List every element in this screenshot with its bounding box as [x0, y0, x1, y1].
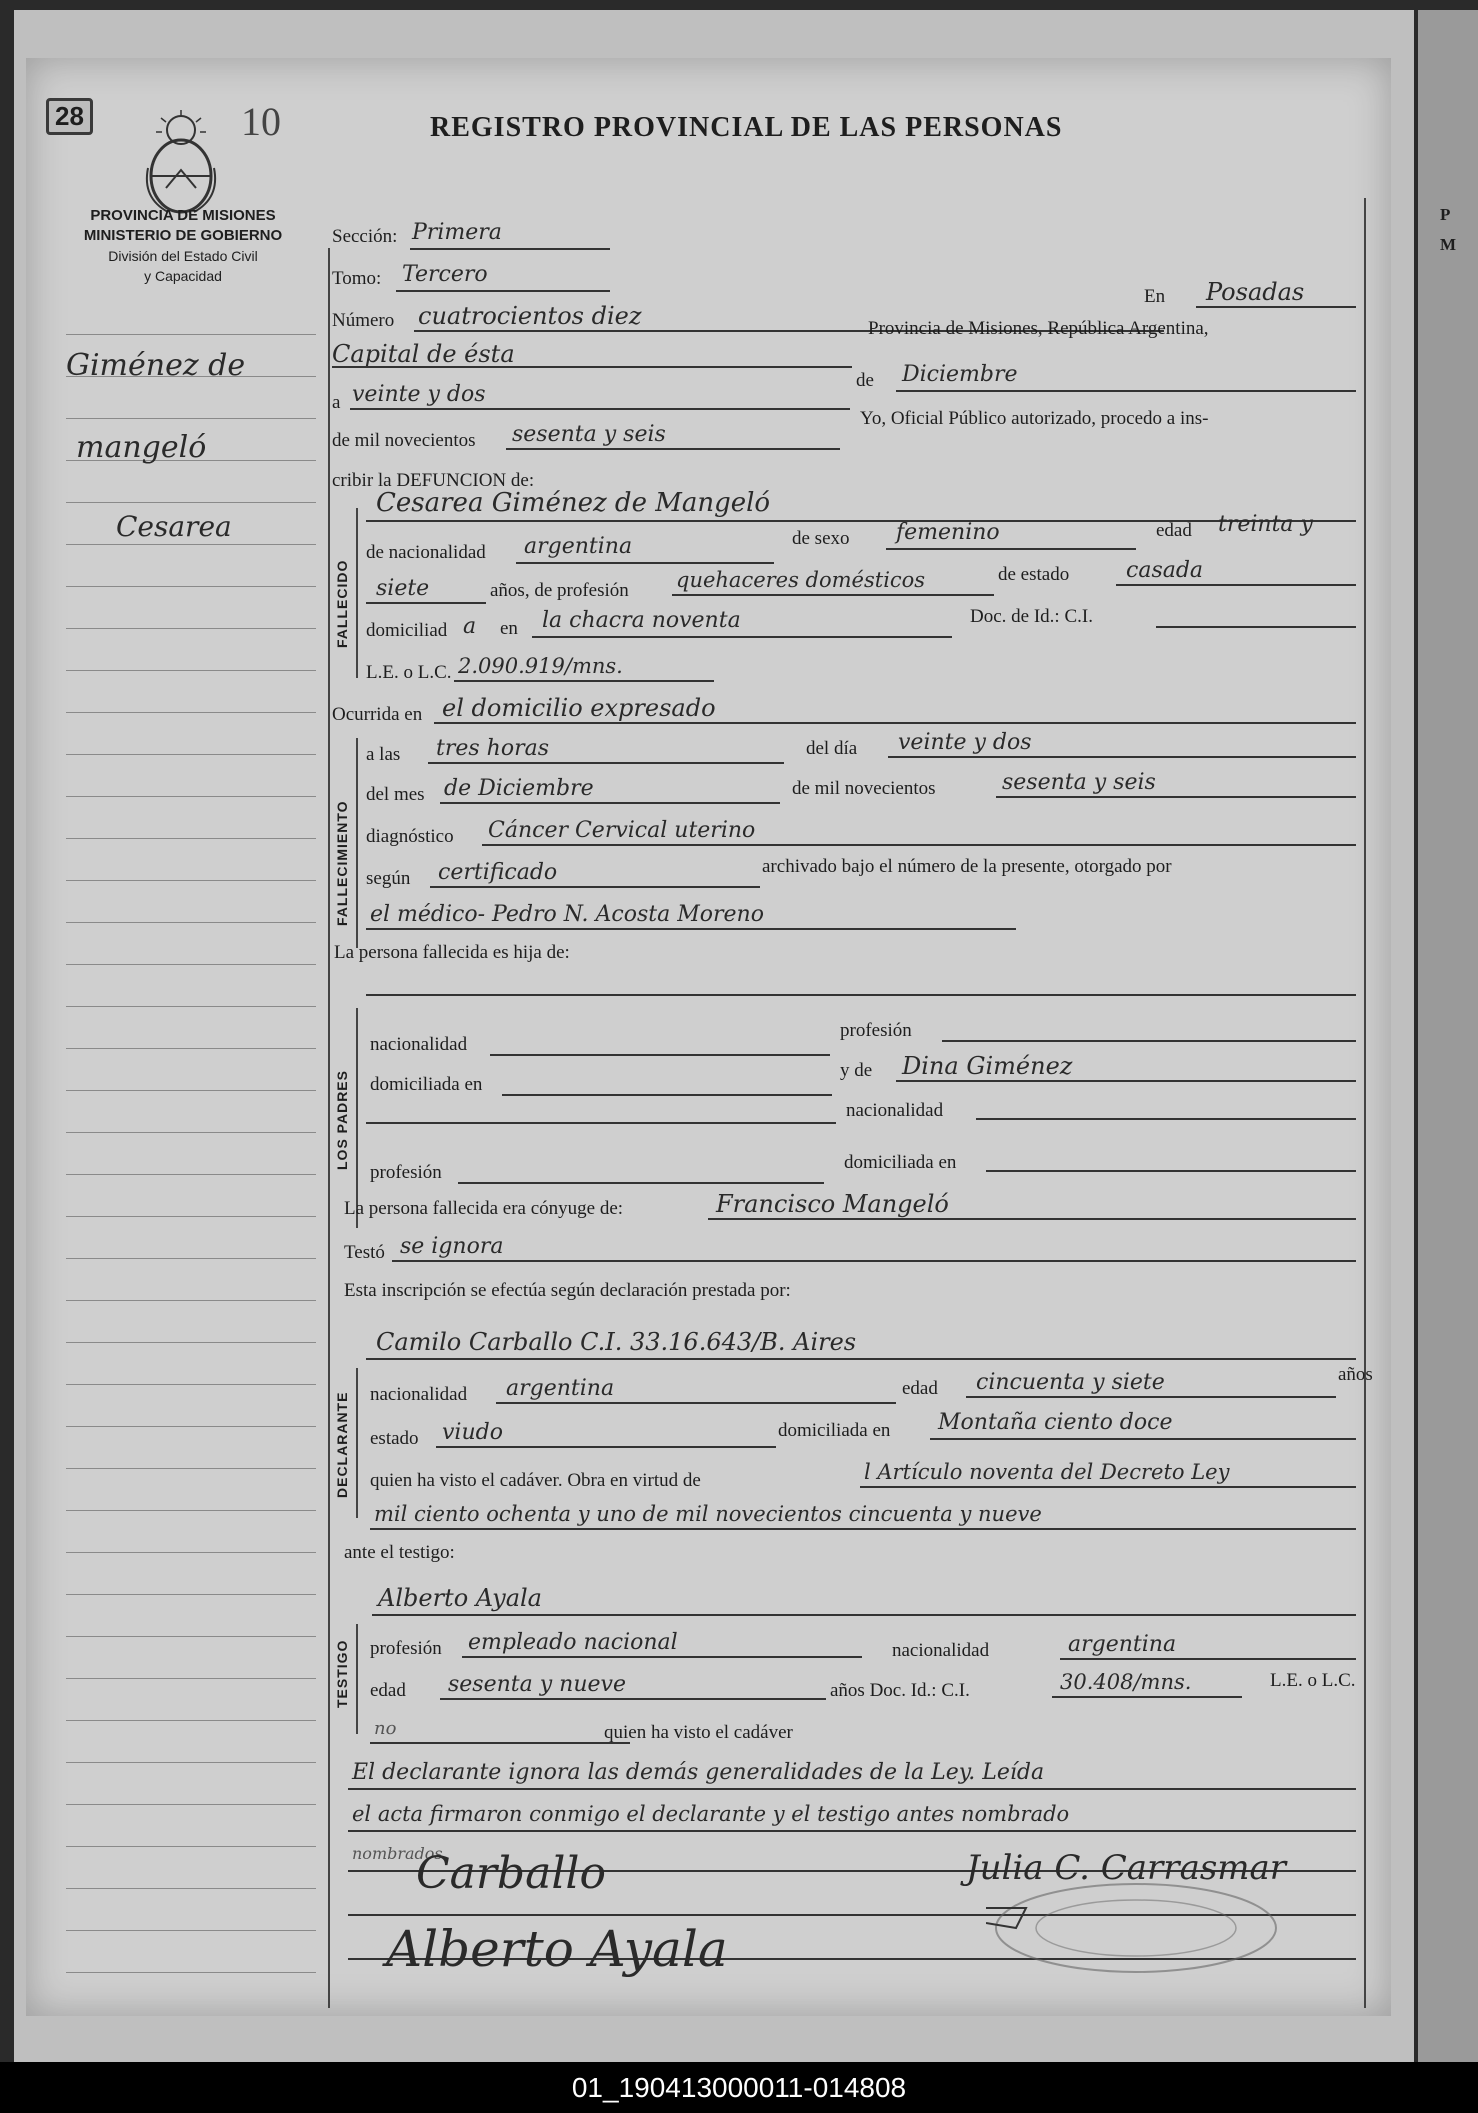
obra-value-1: l Artículo noventa del Decreto Ley	[864, 1460, 1230, 1484]
domiciliado-label: domiciliad	[366, 620, 448, 641]
margin-rule-line	[66, 1888, 316, 1889]
margin-rule-line	[66, 712, 316, 713]
testigo-nacionalidad-value: argentina	[1068, 1632, 1177, 1657]
margin-rule-line	[66, 1846, 316, 1847]
conyuge-label: La persona fallecida era cónyuge de:	[344, 1198, 624, 1219]
signature-testigo: Alberto Ayala	[386, 1920, 728, 1978]
en-label: En	[1144, 286, 1166, 307]
doc-id-label: Doc. de Id.: C.I.	[970, 606, 1093, 627]
tomo-value: Tercero	[402, 262, 488, 287]
margin-rule-line	[66, 838, 316, 839]
testigo-nacionalidad-label: nacionalidad	[892, 1640, 990, 1661]
madre-nacionalidad-label: nacionalidad	[846, 1100, 944, 1121]
ocurrida-label: Ocurrida en	[332, 704, 423, 725]
le-label: L.E. o L.C.	[366, 662, 452, 683]
org-ministry: MINISTERIO DE GOBIERNO	[83, 227, 283, 244]
fallecimiento-section-label: FALLECIMIENTO	[334, 800, 350, 926]
margin-rule-line	[66, 754, 316, 755]
margin-rule-line	[66, 502, 316, 503]
seccion-value: Primera	[412, 220, 502, 245]
margin-name-line2: mangeló	[76, 430, 207, 465]
margin-name-line1: Giménez de	[66, 348, 246, 383]
margin-rule-line	[66, 1090, 316, 1091]
padre-nacionalidad-label: nacionalidad	[370, 1034, 468, 1055]
adjacent-page-text: P M	[1440, 205, 1457, 254]
testigo-visto-label: quien ha visto el cadáver	[604, 1722, 793, 1743]
declarante-nombre: Camilo Carballo C.I. 33.16.643/B. Aires	[376, 1328, 857, 1356]
yde-label: y de	[840, 1060, 873, 1081]
org-capacity: y Capacidad	[144, 268, 222, 284]
segun-value: certificado	[438, 860, 558, 885]
domicilio-value: la chacra noventa	[542, 608, 741, 633]
fallecimiento-mes-value: de Diciembre	[444, 776, 594, 801]
fallecido-nacionalidad-value: argentina	[524, 534, 633, 559]
archivado-label: archivado bajo el número de la presente, otorgado por	[762, 856, 1172, 877]
mes-value: Diciembre	[902, 362, 1018, 387]
ante-testigo-label: ante el testigo:	[344, 1542, 455, 1563]
testo-label: Testó	[344, 1242, 385, 1263]
padre-domiciliada-label: domiciliada en	[370, 1074, 483, 1095]
testigo-profesion-value: empleado nacional	[468, 1630, 678, 1655]
margin-rule-line	[66, 1594, 316, 1595]
org-province: PROVINCIA DE MISIONES	[90, 207, 276, 224]
testigo-anios-doc-label: años Doc. Id.: C.I.	[830, 1680, 970, 1701]
margin-rule-line	[66, 544, 316, 545]
provincia-label: Provincia de Misiones, República Argentina,	[868, 318, 1209, 339]
org-division: División del Estado Civil	[108, 248, 258, 264]
nota-line-3: nombrados	[352, 1844, 443, 1863]
margin-rule-line	[66, 586, 316, 587]
testigo-profesion-label: profesión	[370, 1638, 442, 1659]
coat-of-arms-icon	[138, 108, 224, 218]
margin-rule-line	[66, 1468, 316, 1469]
a-label: a	[332, 392, 341, 413]
margin-rule-line	[66, 922, 316, 923]
margin-rule-line	[66, 1720, 316, 1721]
declarante-edad-label: edad	[902, 1378, 938, 1399]
diagnostico-value: Cáncer Cervical uterino	[488, 818, 756, 843]
de-label: de	[856, 370, 874, 391]
page-number: 10	[241, 99, 281, 144]
testigo-nombre: Alberto Ayala	[378, 1584, 542, 1612]
declarante-section-label: DECLARANTE	[334, 1391, 350, 1498]
mil-label: de mil novecientos	[332, 430, 476, 451]
margin-name-line3: Cesarea	[116, 510, 232, 543]
nota-line-1: El declarante ignora las demás generalidades de la Ley. Leída	[352, 1760, 1045, 1785]
capital-value: Capital de ésta	[332, 340, 515, 368]
declarante-domiciliada-label: domiciliada en	[778, 1420, 891, 1441]
signature-oficial: Julia C. Carrasmar	[966, 1848, 1287, 1888]
folio-stamp: 28	[46, 98, 93, 135]
margin-rule-line	[66, 1510, 316, 1511]
padres-section-label: LOS PADRES	[334, 1070, 350, 1170]
margin-rule-line	[66, 670, 316, 671]
diagnostico-label: diagnóstico	[366, 826, 454, 847]
fallecido-profesion-value: quehaceres domésticos	[676, 568, 926, 592]
official-seal-icon	[986, 1868, 1286, 1978]
death-certificate-sheet	[26, 58, 1391, 2016]
sexo-label: de sexo	[792, 528, 850, 549]
file-code-footer: 01_190413000011-014808	[0, 2062, 1478, 2113]
signature-declarante: Carballo	[416, 1848, 606, 1899]
tomo-label: Tomo:	[332, 268, 382, 289]
margin-rule-line	[66, 1972, 316, 1973]
estado-label: de estado	[998, 564, 1070, 585]
testigo-edad-value: sesenta y nueve	[448, 1672, 626, 1697]
margin-rule-line	[66, 1342, 316, 1343]
edad-label: edad	[1156, 520, 1192, 541]
margin-rule-line	[66, 1762, 316, 1763]
le-value: 2.090.919/mns.	[458, 654, 623, 678]
deldia-label: del día	[806, 738, 858, 759]
fallecimiento-mil-label: de mil novecientos	[792, 778, 936, 799]
margin-rule-line	[66, 1804, 316, 1805]
margin-rule-line	[66, 796, 316, 797]
margin-rule-line	[66, 628, 316, 629]
declarante-nacionalidad-value: argentina	[506, 1376, 615, 1401]
anios-profesion-label: años, de profesión	[490, 580, 629, 601]
en-value: Posadas	[1206, 278, 1305, 306]
testigo-le-label: L.E. o L.C.	[1270, 1670, 1356, 1691]
testigo-visto-prefix: no	[374, 1718, 397, 1739]
ocurrida-value: el domicilio expresado	[442, 694, 716, 722]
domicilio-en-label: en	[500, 618, 518, 639]
estado-value: casada	[1126, 558, 1204, 583]
margin-rule-line	[66, 1006, 316, 1007]
cribir-label: cribir la DEFUNCION de:	[332, 470, 535, 491]
margin-rule-line	[66, 964, 316, 965]
declarante-domicilio-value: Montaña ciento doce	[938, 1410, 1173, 1435]
delmes-label: del mes	[366, 784, 425, 805]
inscripcion-label: Esta inscripción se efectúa según declaración prestada por:	[344, 1280, 791, 1301]
seccion-label: Sección:	[332, 226, 398, 247]
margin-rule-line	[66, 1552, 316, 1553]
margin-rule-line	[66, 1636, 316, 1637]
margin-rule-line	[66, 1258, 316, 1259]
conyuge-value: Francisco Mangeló	[716, 1190, 949, 1218]
padres-intro-label: La persona fallecida es hija de:	[334, 942, 570, 963]
segun-label: según	[366, 868, 411, 889]
yo-label: Yo, Oficial Público autorizado, procedo a ins-	[860, 408, 1209, 429]
madre-profesion-label: profesión	[370, 1162, 442, 1183]
nota-line-2: el acta firmaron conmigo el declarante y el testigo antes nombrado	[352, 1802, 1070, 1826]
margin-rule-line	[66, 880, 316, 881]
madre-value: Dina Giménez	[902, 1052, 1073, 1080]
margin-rule-line	[66, 1300, 316, 1301]
fallecimiento-anio-value: sesenta y seis	[1002, 770, 1156, 795]
document-title: REGISTRO PROVINCIAL DE LAS PERSONAS	[430, 112, 1063, 143]
sexo-value: femenino	[896, 520, 1000, 545]
fallecido-nombre: Cesarea Giménez de Mangeló	[376, 488, 771, 518]
margin-rule-line	[66, 1384, 316, 1385]
margin-rule-line	[66, 1678, 316, 1679]
edad-value-2: siete	[376, 576, 430, 601]
margin-rule-line	[66, 334, 316, 335]
margin-divider	[328, 248, 330, 2008]
margin-rule-line	[66, 1132, 316, 1133]
dia-value: veinte y dos	[898, 730, 1032, 755]
margin-rule-line	[66, 1426, 316, 1427]
medico-value: el médico- Pedro N. Acosta Moreno	[370, 902, 764, 927]
right-border	[1364, 198, 1366, 2008]
fallecido-nacionalidad-label: de nacionalidad	[366, 542, 486, 563]
testigo-edad-label: edad	[370, 1680, 406, 1701]
numero-label: Número	[332, 310, 395, 331]
hora-value: tres horas	[436, 736, 549, 761]
obra-value-2: mil ciento ochenta y uno de mil novecientos cincuenta y nueve	[374, 1502, 1042, 1526]
alas-label: a las	[366, 744, 401, 765]
declarante-edad-value: cincuenta y siete	[976, 1370, 1165, 1395]
margin-rule-line	[66, 1174, 316, 1175]
a-value: veinte y dos	[352, 382, 486, 407]
domiciliado-suffix: a	[463, 614, 477, 639]
madre-domiciliada-label: domiciliada en	[844, 1152, 957, 1173]
declarante-anios-label: años	[1338, 1364, 1373, 1385]
adjacent-page-edge	[1418, 10, 1478, 2062]
margin-rule-line	[66, 1048, 316, 1049]
declarante-visto-label: quien ha visto el cadáver. Obra en virtud de	[370, 1470, 701, 1491]
testigo-section-label: TESTIGO	[334, 1639, 350, 1708]
declarante-estado-value: viudo	[442, 1420, 503, 1445]
fallecido-section-label: FALLECIDO	[334, 559, 350, 648]
padre-profesion-label: profesión	[840, 1020, 912, 1041]
testigo-ci-value: 30.408/mns.	[1060, 1670, 1192, 1694]
declarante-estado-label: estado	[370, 1428, 419, 1449]
margin-rule-line	[66, 1930, 316, 1931]
anio-value: sesenta y seis	[512, 422, 666, 447]
edad-value-1: treinta y	[1218, 512, 1313, 537]
margin-rule-line	[66, 418, 316, 419]
testo-value: se ignora	[400, 1234, 504, 1259]
margin-rule-line	[66, 1216, 316, 1217]
declarante-nacionalidad-label: nacionalidad	[370, 1384, 468, 1405]
numero-value: cuatrocientos diez	[418, 302, 642, 330]
